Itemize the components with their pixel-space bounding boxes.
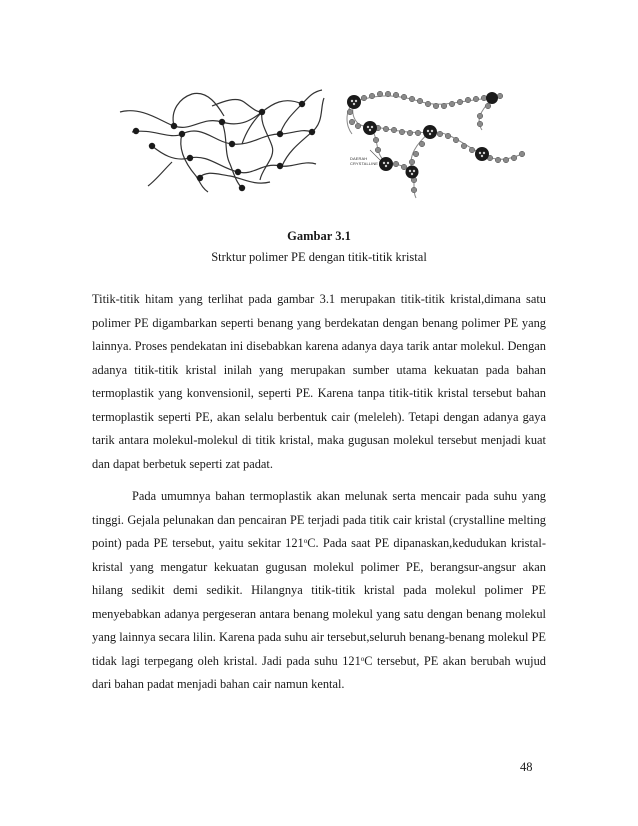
crystalline-region-label: [350, 156, 378, 166]
paragraph-1: Titik-titik hitam yang terlihat pada gambar 3.1 merupakan titik-titik kristal,dimana satu polimer PE digambarkan seperti benang yang berdekatan dengan benang polimer PE yang lainnya. Proses pendekatan ini disebabkan karena adanya daya tarik antar molekul. Dengan adanya titik-titik kristal inilah yang merupakan sumber utama kekuatan pada bahan termoplastik yang konvensionil, seperti PE. Karena tanpa titik-titik kristal tersebut bahan termoplastik seperti PE, akan selalu berbentuk cair (meleleh). Tetapi dengan adanya gaya tarik antara molekul-molekul di titik kristal, maka gugusan molekul tersebut menjadi kuat dan dapat berbetuk seperti zat padat.: [92, 292, 546, 471]
label-line-1: DAERAH: [350, 156, 368, 161]
paragraph-2-part-a: Pada umumnya bahan termoplastik akan melunak serta mencair pada suhu yang tinggi. Gejala pelunakan dan pencairan PE terjadi pada titik cair kristal (crystalline melting point) pada PE tersebut, yaitu sekitar 121: [92, 489, 546, 550]
bead-chain-lines: [347, 96, 522, 198]
figure-caption-title: Gambar 3.1: [287, 229, 351, 243]
crystal-points: [133, 101, 315, 191]
degree-sign-1: o: [303, 537, 308, 545]
bead-chains: [347, 91, 525, 193]
page-number: 48: [520, 760, 533, 774]
label-line-2: CRYSTALLINE: [350, 161, 379, 166]
figure-caption-subtitle: Strktur polimer PE dengan titik-titik kristal: [211, 250, 427, 264]
paragraph-2: [92, 485, 546, 697]
degree-sign-2: o: [360, 654, 365, 663]
tangled-chains: [120, 90, 324, 192]
paragraph-2-part-c: C tersebut, PE akan berubah wujud dari bahan padat menjadi bahan cair namun kental.: [92, 653, 546, 691]
paragraph-2-part-b: C. Pada saat PE dipanaskan,kedudukan kristal-kristal yang mengatur kekuatan gugusan molekul polimer PE, berangsur-angsur akan hilang sedikit demi sedikit. Hilangnya titik-titik kristal pada molekul polimer PE menyebabkan adanya pergeseran antara benang molekul yang satu dengan benang molekul yang lainnya secara lilin. Karena pada suhu air tersebut,seluruh benang-benang molekul PE tidak lagi terpegang oleh kristal. Jadi pada suhu 121: [92, 536, 546, 668]
polymer-structure-figure: [112, 82, 530, 200]
polymer-diagram: [112, 82, 530, 200]
